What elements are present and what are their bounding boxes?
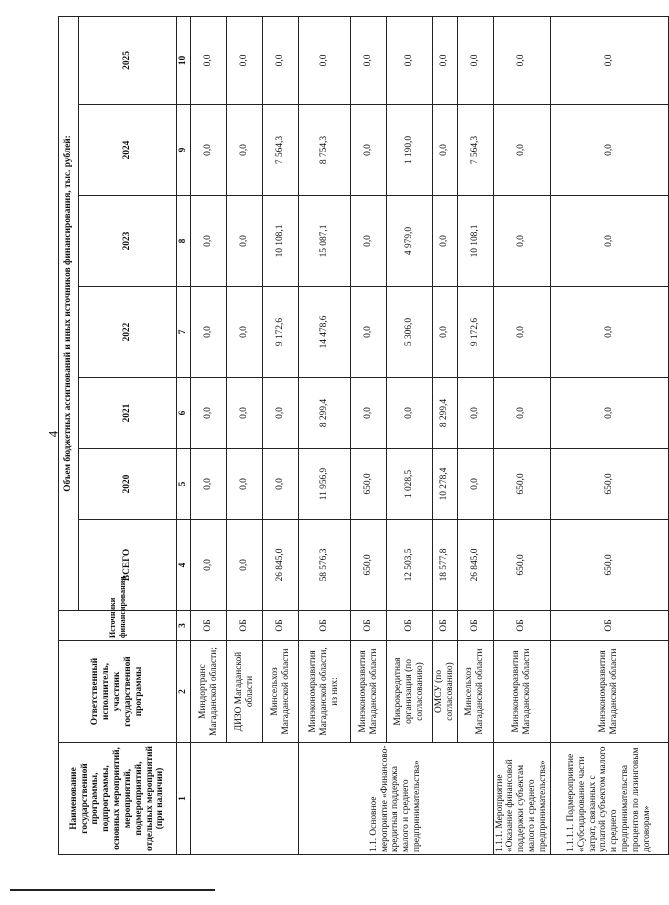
row-year-cell: 0,0: [191, 105, 227, 196]
row-year-cell: 10 278,4: [433, 449, 458, 520]
table-body: [191, 16, 669, 854]
row-year-cell: 0,0: [227, 449, 263, 520]
row-total-cell: 0,0: [191, 520, 227, 611]
row-name-cell: 1.1.1.1. Подмероприятие «Субсидирование части затрат, связанных с уплатой субъектом малого и среднего предпринимательства процентов по лизинговым договорам»: [550, 743, 668, 855]
row-year-cell: 0,0: [299, 16, 351, 104]
row-total-cell: 58 576,3: [299, 520, 351, 611]
row-year-cell: 0,0: [227, 16, 263, 104]
rotated-table-container: [58, 17, 652, 855]
row-source-cell: ОБ: [351, 611, 387, 641]
column-number: 10: [177, 16, 191, 104]
row-year-cell: 0,0: [351, 16, 387, 104]
row-year-cell: 0,0: [387, 378, 433, 449]
table-row: [299, 16, 351, 854]
row-year-cell: 0,0: [263, 16, 299, 104]
row-year-cell: 7 564,3: [457, 105, 493, 196]
row-year-cell: 0,0: [493, 16, 550, 104]
row-source-cell: ОБ: [191, 611, 227, 641]
header-name: Наименование государственной программы, подпрограммы, основных мероприятий, мероприятий, подмероприятий, отдельных мероприятий (при наличии): [59, 743, 177, 855]
column-number: 3: [177, 611, 191, 641]
row-year-cell: 0,0: [263, 449, 299, 520]
row-year-cell: 0,0: [550, 105, 668, 196]
table-row: [493, 16, 550, 854]
row-source-cell: ОБ: [550, 611, 668, 641]
row-source-cell: ОБ: [299, 611, 351, 641]
row-total-cell: 26 845,0: [263, 520, 299, 611]
table-row: [457, 16, 493, 854]
row-year-cell: 8 754,3: [299, 105, 351, 196]
row-year-cell: 0,0: [191, 196, 227, 287]
column-number: 9: [177, 105, 191, 196]
column-number: 4: [177, 520, 191, 611]
row-total-cell: 18 577,8: [433, 520, 458, 611]
row-year-cell: 0,0: [191, 287, 227, 378]
row-year-cell: 0,0: [227, 196, 263, 287]
row-year-cell: 650,0: [550, 449, 668, 520]
row-source-cell: ОБ: [387, 611, 433, 641]
header-source: Источники финансирования: [59, 611, 177, 641]
header-year-2021: 2021: [79, 378, 177, 449]
row-year-cell: 4 979,0: [387, 196, 433, 287]
row-source-cell: ОБ: [493, 611, 550, 641]
row-executor-cell: Минэкономразвития Магаданской области: [351, 641, 387, 743]
row-year-cell: 0,0: [493, 105, 550, 196]
column-number: 5: [177, 449, 191, 520]
row-total-cell: 26 845,0: [457, 520, 493, 611]
table-row: [387, 16, 433, 854]
row-year-cell: 0,0: [351, 196, 387, 287]
row-year-cell: 11 956,9: [299, 449, 351, 520]
row-year-cell: 650,0: [351, 449, 387, 520]
row-source-cell: ОБ: [227, 611, 263, 641]
header-year-2022: 2022: [79, 287, 177, 378]
row-year-cell: 0,0: [351, 378, 387, 449]
row-year-cell: 0,0: [433, 196, 458, 287]
row-year-cell: 8 299,4: [299, 378, 351, 449]
row-year-cell: 0,0: [191, 449, 227, 520]
row-name-cell: 1.1. Основное мероприятие «Финансово-кредитная поддержка малого и среднего предпринимательства»: [299, 743, 494, 855]
row-year-cell: 0,0: [351, 287, 387, 378]
row-year-cell: 5 306,0: [387, 287, 433, 378]
row-year-cell: 0,0: [457, 378, 493, 449]
row-year-cell: 10 108,1: [263, 196, 299, 287]
row-year-cell: 0,0: [550, 16, 668, 104]
row-year-cell: 650,0: [493, 449, 550, 520]
row-year-cell: 0,0: [493, 287, 550, 378]
row-executor-cell: ДИЗО Магаданской области: [227, 641, 263, 743]
row-year-cell: 0,0: [227, 378, 263, 449]
row-executor-cell: Миндортранс Магаданской области;: [191, 641, 227, 743]
row-executor-cell: Минсельхоз Магаданской области: [263, 641, 299, 743]
row-name-cell: [191, 743, 299, 855]
row-year-cell: 9 172,6: [263, 287, 299, 378]
header-year-2020: 2020: [79, 449, 177, 520]
row-executor-cell: Минэкономразвития Магаданской области: [493, 641, 550, 743]
row-year-cell: 0,0: [493, 378, 550, 449]
header-year-2023: 2023: [79, 196, 177, 287]
table-row: [191, 16, 227, 854]
page-number: 4: [45, 430, 61, 438]
row-total-cell: 650,0: [351, 520, 387, 611]
financing-table: [58, 16, 669, 855]
header-year-total: ВСЕГО: [79, 520, 177, 611]
row-year-cell: 0,0: [550, 378, 668, 449]
row-year-cell: 0,0: [263, 378, 299, 449]
row-year-cell: 7 564,3: [263, 105, 299, 196]
table-row: [550, 16, 668, 854]
row-year-cell: 1 190,0: [387, 105, 433, 196]
row-year-cell: 0,0: [191, 378, 227, 449]
column-number: 2: [177, 641, 191, 743]
row-name-cell: 1.1.1. Мероприятие «Оказание финансовой поддержки субъектам малого и среднего предпринимательства»: [493, 743, 550, 855]
row-total-cell: 0,0: [227, 520, 263, 611]
row-year-cell: 0,0: [227, 105, 263, 196]
document-page: [58, 17, 652, 855]
row-total-cell: 12 503,5: [387, 520, 433, 611]
row-executor-cell: ОМСУ (по согласованию): [433, 641, 458, 743]
row-year-cell: 0,0: [433, 16, 458, 104]
table-row: [433, 16, 458, 854]
row-year-cell: 15 087,1: [299, 196, 351, 287]
row-source-cell: ОБ: [263, 611, 299, 641]
row-year-cell: 9 172,6: [457, 287, 493, 378]
footer-divider: [10, 889, 215, 891]
row-year-cell: 10 108,1: [457, 196, 493, 287]
table-row: [263, 16, 299, 854]
row-year-cell: 0,0: [550, 196, 668, 287]
row-year-cell: 1 028,5: [387, 449, 433, 520]
row-year-cell: 0,0: [191, 16, 227, 104]
row-year-cell: 0,0: [493, 196, 550, 287]
header-funding-group: Объем бюджетных ассигнований и иных источников финансирования, тыс. рублей:: [59, 16, 79, 610]
header-year-2024: 2024: [79, 105, 177, 196]
header-executor: Ответственный исполнитель, участник государственной программы: [59, 641, 177, 743]
row-year-cell: 0,0: [457, 449, 493, 520]
column-number: 6: [177, 378, 191, 449]
column-number: 7: [177, 287, 191, 378]
row-year-cell: 0,0: [387, 16, 433, 104]
row-year-cell: 0,0: [550, 287, 668, 378]
row-year-cell: 0,0: [433, 105, 458, 196]
row-year-cell: 0,0: [227, 287, 263, 378]
row-year-cell: 0,0: [433, 287, 458, 378]
table-row: [351, 16, 387, 854]
row-year-cell: 0,0: [457, 16, 493, 104]
table-row: [227, 16, 263, 854]
row-year-cell: 14 478,6: [299, 287, 351, 378]
row-year-cell: 0,0: [351, 105, 387, 196]
row-year-cell: 8 299,4: [433, 378, 458, 449]
column-numbers-row: [177, 16, 191, 854]
row-total-cell: 650,0: [550, 520, 668, 611]
row-executor-cell: Минэкономразвития Магаданской области, из них:: [299, 641, 351, 743]
row-source-cell: ОБ: [457, 611, 493, 641]
column-number: 1: [177, 743, 191, 855]
row-executor-cell: Микрокредитная организация (по согласованию): [387, 641, 433, 743]
row-executor-cell: Минэкономразвития Магаданской области: [550, 641, 668, 743]
row-executor-cell: Минсельхоз Магаданской области: [457, 641, 493, 743]
row-source-cell: ОБ: [433, 611, 458, 641]
column-number: 8: [177, 196, 191, 287]
header-year-2025: 2025: [79, 16, 177, 104]
row-total-cell: 650,0: [493, 520, 550, 611]
